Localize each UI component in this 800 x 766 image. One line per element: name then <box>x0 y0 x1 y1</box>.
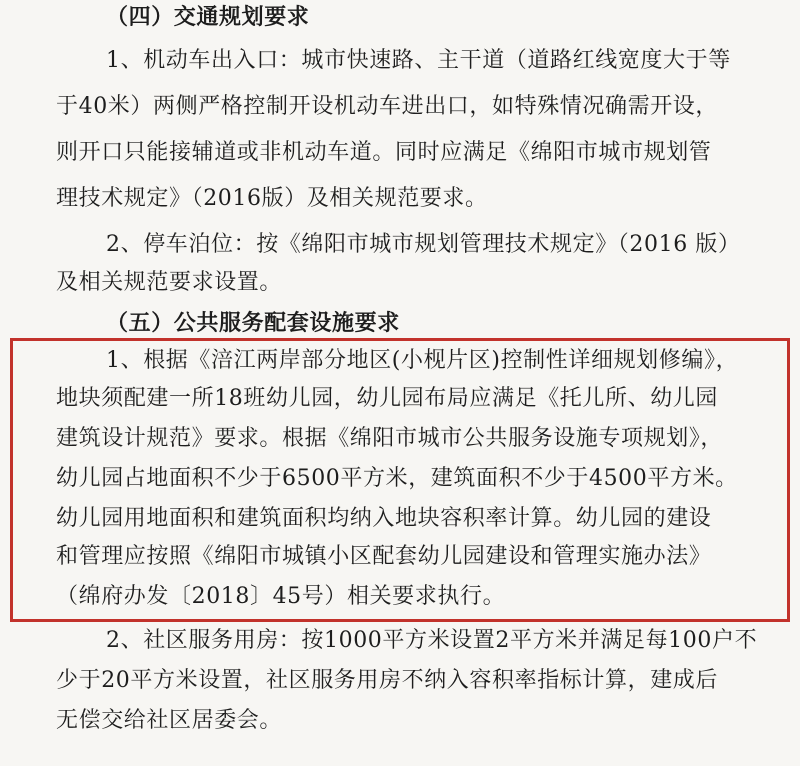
highlighted-line: 1、根据《涪江两岸部分地区(小枧片区)控制性详细规划修编》， <box>106 348 739 373</box>
highlighted-line: 建筑设计规范》要求。根据《绵阳市城市公共服务设施专项规划》， <box>56 426 724 451</box>
paragraph-line: 2、社区服务用房：按1000平方米设置2平方米并满足每100户不 <box>106 628 758 653</box>
section-heading-public-services: （五）公共服务配套设施要求 <box>106 310 400 336</box>
paragraph-line: 1、机动车出入口：城市快速路、主干道（道路红线宽度大于等 <box>106 48 731 73</box>
paragraph-line: 无偿交给社区居委会。 <box>56 708 283 733</box>
highlighted-line: 地块须配建一所18班幼儿园，幼儿园布局应满足《托儿所、幼儿园 <box>56 386 718 411</box>
highlighted-line: 和管理应按照《绵阳市城镇小区配套幼儿园建设和管理实施办法》 <box>56 544 712 569</box>
highlighted-line: （绵府办发〔2018〕45号）相关要求执行。 <box>56 584 506 609</box>
section-heading-traffic: （四）交通规划要求 <box>106 4 310 30</box>
paragraph-line: 及相关规范要求设置。 <box>56 270 283 295</box>
highlighted-line: 幼儿园占地面积不少于6500平方米，建筑面积不少于4500平方米。 <box>56 466 738 491</box>
paragraph-line: 于40米）两侧严格控制开设机动车进出口，如特殊情况确需开设， <box>56 94 718 119</box>
paragraph-line: 2、停车泊位：按《绵阳市城市规划管理技术规定》（2016 版） <box>106 232 741 257</box>
highlighted-line: 幼儿园用地面积和建筑面积均纳入地块容积率计算。幼儿园的建设 <box>56 506 712 531</box>
paragraph-line: 则开口只能接辅道或非机动车道。同时应满足《绵阳市城市规划管 <box>56 140 712 165</box>
paragraph-line: 理技术规定》（2016版）及相关规范要求。 <box>56 186 488 211</box>
paragraph-line: 少于20平方米设置，社区服务用房不纳入容积率指标计算，建成后 <box>56 668 718 693</box>
